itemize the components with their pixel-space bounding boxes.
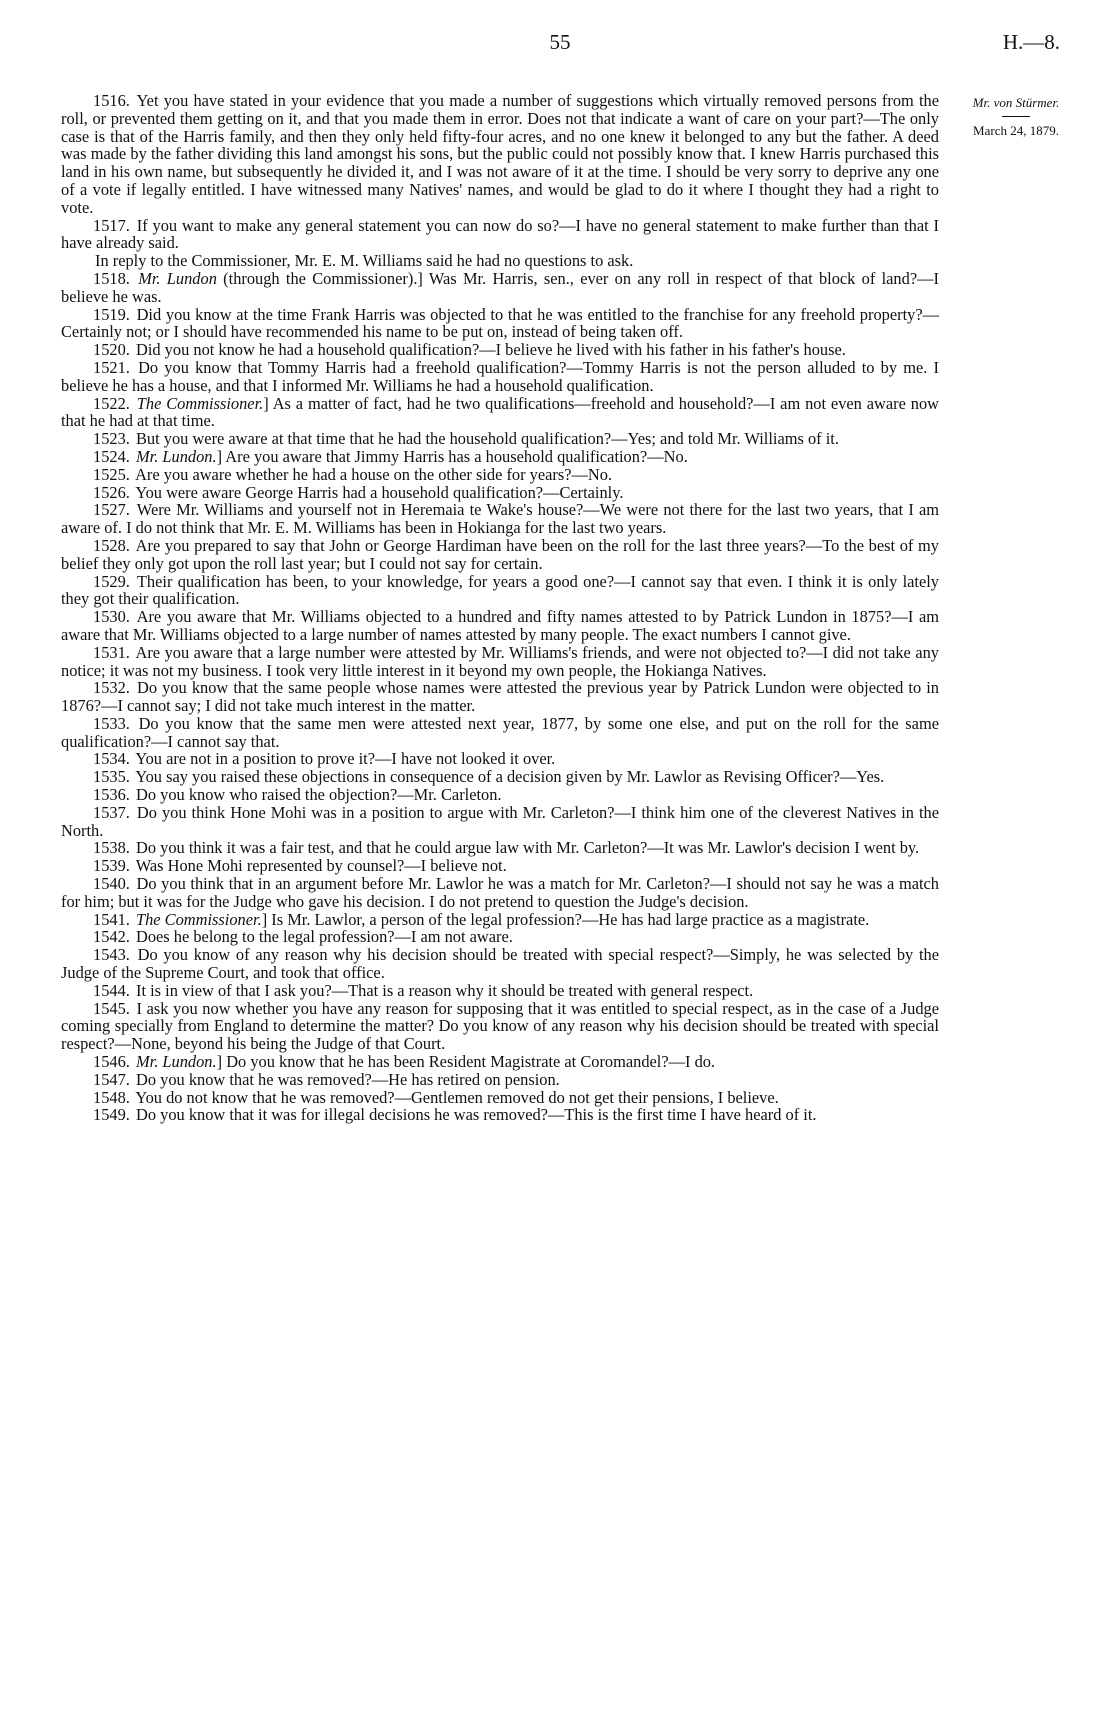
paragraph-text: Was Mr. Harris, sen., ever on any roll in respect of that block of land?—I believe he was. [61,268,939,306]
question-number: 1536. [93,785,130,805]
question-number: 1543. [93,945,130,965]
page-reference: H.—8. [1002,30,1060,54]
question-number: 1530. [93,607,130,627]
evidence-paragraph [61,715,939,751]
question-number: 1524. [93,446,130,466]
question-number: 1527. [93,500,130,520]
question-number: 1517. [93,215,130,235]
paragraph-text: Do you think that in an argument before Mr. Lawlor he was a match for Mr. Carleton?—I should not say he was a match for him; but it was for the Judge who gave his decision. I do not pretend to question the Judge's decision. [61,874,939,911]
paragraph-text: Do you think it was a fair test, and that he could argue law with Mr. Carleton?—It was Mr. Lawlor's decision I went by. [136,838,920,858]
paragraph-text: Do you know that it was for illegal decisions he was removed?—This is the first time I have heard of it. [136,1105,817,1125]
evidence-paragraph [61,1000,939,1053]
question-number: 1540. [93,874,130,894]
evidence-paragraph [61,270,939,306]
paragraph-text: As a matter of fact, had he two qualifications—freehold and household?—I am not even aware now that he had at that time. [61,393,939,431]
speaker-tail: ] [216,1052,223,1072]
question-number: 1547. [93,1069,130,1089]
evidence-paragraph [61,1071,939,1089]
evidence-paragraph [61,857,939,875]
evidence-paragraph [61,786,939,804]
evidence-paragraph [61,804,939,840]
paragraph-text: Do you know that he has been Resident Magistrate at Coromandel?—I do. [226,1052,716,1072]
question-number: 1537. [93,802,130,822]
evidence-paragraph [61,1089,939,1107]
question-number: 1516. [93,91,130,110]
paragraph-text: Did you not know he had a household qualification?—I believe he lived with his father in his father's house. [136,340,846,360]
speaker-name: The Commissioner. [136,909,262,929]
evidence-paragraph [61,537,939,573]
speaker-tail: ] [216,446,223,466]
paragraph-text: Are you aware whether he had a house on the other side for years?—No. [135,464,613,484]
paragraph-text: Do you know that the same people whose names were attested the previous year by Patrick Lundon were objected to in 1876?—I cannot say; I did not take much interest in the matter. [61,678,939,716]
question-number: 1521. [93,357,130,377]
question-number: 1542. [93,927,130,947]
paragraph-text: You were aware George Harris had a household qualification?—Certainly. [135,482,624,502]
paragraph-text: You do not know that he was removed?—Gentlemen removed do not get their pensions, I believe. [135,1087,779,1107]
question-number: 1535. [93,767,130,787]
margin-divider [1002,116,1030,117]
speaker-name: Mr. Lundon [138,268,217,288]
evidence-paragraph [61,644,939,680]
paragraph-text: Their qualification has been, to your knowledge, for years a good one?—I cannot say that even. I think it is only lately they got their qualification. [61,571,939,609]
paragraph-text: Were Mr. Williams and yourself not in Heremaia te Wake's house?—We were not there for the last two years, that I am aware of. I do not think that Mr. E. M. Williams has been in Hokianga for the last two years. [61,500,939,538]
question-number: 1520. [93,340,130,360]
paragraph-text: It is in view of that I ask you?—That is a reason why it should be treated with general respect. [136,980,754,1000]
evidence-paragraph [61,92,939,217]
question-number: 1528. [93,535,130,555]
paragraph-text: Do you know of any reason why his decision should be treated with special respect?—Simply, he was selected by the Judge of the Supreme Court, and took that office. [61,945,939,983]
evidence-paragraph [61,306,939,342]
margin-date: March 24, 1879. [973,123,1059,138]
question-number: 1548. [93,1087,130,1107]
question-number: 1525. [93,464,130,484]
paragraph-text: Are you aware that a large number were attested by Mr. Williams's friends, and were not objected to?—I did not take any notice; it was not my business. I took very little interest in it beyond my own people, the Hokianga Natives. [61,642,939,680]
paragraph-text: I ask you now whether you have any reason for supposing that it was entitled to special respect, as in the case of a Judge coming specially from England to determine the matter? Do you know of any reason why his decision should be treated with special respect?—None, beyond his being the Judge of that Court. [61,998,939,1054]
question-number: 1519. [93,304,130,324]
evidence-paragraph [61,928,939,946]
question-number: 1545. [93,998,130,1018]
paragraph-text: You say you raised these objections in consequence of a decision given by Mr. Lawlor as Revising Officer?—Yes. [135,767,885,787]
evidence-paragraph [61,768,939,786]
question-number: 1532. [93,678,130,698]
paragraph-text: Do you know who raised the objection?—Mr. Carleton. [136,785,502,805]
question-number: 1531. [93,642,130,662]
evidence-paragraph [61,466,939,484]
paragraph-text: Did you know at the time Frank Harris was objected to that he was entitled to the franchise for any freehold property?—Certainly not; or I should have recommended his name to be put on, instead of being taken off. [61,304,939,342]
evidence-paragraph [61,875,939,911]
evidence-paragraph [61,911,939,929]
evidence-body [61,92,939,1124]
evidence-paragraph [61,501,939,537]
paragraph-text: Do you know that the same men were attested next year, 1877, by some one else, and put on the roll for the same qualification?—I cannot say that. [61,713,939,751]
speaker-name: The Commissioner. [136,393,264,413]
evidence-paragraph [61,946,939,982]
question-number: 1523. [93,429,130,449]
speaker-tail: (through the Commissioner).] [216,268,423,288]
paragraph-text: Yet you have stated in your evidence that you made a number of suggestions which virtually removed persons from the roll, or prevented them getting on it, and that you made them in error. Does not that indicate a want of care on your part?—The only case is that of the Harris family, and then they only held fifty-four acres, and no one knew it belonged to any but the father. A deed was made by the father dividing this land amongst his sons, but the public could not possibly know that. I knew Harris purchased this land in his own name, but subsequently he divided it, and I was not aware of it at the time. I should be very sorry to deprive any one of a vote if legally entitled. I have witnessed many Natives' names, and would be glad to do it where I thought they had a right to vote. [61,91,939,217]
paragraph-text: Are you aware that Jimmy Harris has a household qualification?—No. [225,446,688,466]
paragraph-text: Are you aware that Mr. Williams objected to a hundred and fifty names attested to by Patrick Lundon in 1875?—I am aware that Mr. Williams objected to a large number of names attested by many people. The exact numbers I cannot give. [61,607,939,644]
paragraph-text: Are you prepared to say that John or George Hardiman have been on the roll for the last three years?—To the best of my belief they only got upon the roll last year; but I could not say for certain. [61,535,940,573]
evidence-paragraph [61,573,939,609]
evidence-paragraph [61,252,939,270]
paragraph-text: In reply to the Commissioner, Mr. E. M. Williams said he had no questions to ask. [95,251,634,271]
evidence-paragraph [61,341,939,359]
question-number: 1526. [93,482,130,502]
page-number: 55 [549,30,571,54]
evidence-paragraph [61,395,939,431]
speaker-name: Mr. Lundon. [136,446,217,466]
margin-note [946,94,1086,140]
paragraph-text: Do you know that Tommy Harris had a freehold qualification?—Tommy Harris is not the person alluded to by me. I believe he has a house, and that I informed Mr. Williams he had a household qualification. [61,357,939,395]
paragraph-text: Is Mr. Lawlor, a person of the legal profession?—He has had large practice as a magistrate. [271,909,870,929]
speaker-tail: ] [263,393,269,413]
paragraph-text: Do you think Hone Mohi was in a position to argue with Mr. Carleton?—I think him one of the cleverest Natives in the North. [61,802,939,840]
question-number: 1538. [93,838,130,858]
question-number: 1541. [93,909,130,929]
evidence-paragraph [61,217,939,253]
evidence-paragraph [61,839,939,857]
question-number: 1546. [93,1052,130,1072]
question-number: 1533. [93,713,130,733]
question-number: 1522. [93,393,130,413]
paragraph-text: Does he belong to the legal profession?—I am not aware. [136,927,513,947]
evidence-paragraph [61,430,939,448]
paragraph-text: But you were aware at that time that he had the household qualification?—Yes; and told Mr. Williams of it. [136,429,839,449]
question-number: 1518. [93,268,130,288]
evidence-paragraph [61,484,939,502]
paragraph-text: If you want to make any general statement you can now do so?—I have no general statement to make further than that I have already said. [61,215,939,253]
evidence-paragraph [61,679,939,715]
page-header [60,30,1060,66]
question-number: 1534. [93,749,130,769]
evidence-paragraph [61,608,939,644]
speaker-name: Mr. Lundon. [136,1052,217,1072]
question-number: 1544. [93,980,130,1000]
paragraph-text: Do you know that he was removed?—He has retired on pension. [136,1069,560,1089]
evidence-paragraph [61,982,939,1000]
paragraph-text: Was Hone Mohi represented by counsel?—I believe not. [135,856,507,876]
evidence-paragraph [61,1053,939,1071]
question-number: 1529. [93,571,130,591]
evidence-paragraph [61,750,939,768]
margin-witness-name: Mr. von Stürmer. [972,95,1060,110]
evidence-paragraph [61,359,939,395]
question-number: 1539. [93,856,130,876]
paragraph-text: You are not in a position to prove it?—I have not looked it over. [135,749,556,769]
question-number: 1549. [93,1105,130,1125]
evidence-paragraph [61,448,939,466]
evidence-paragraph [61,1106,939,1124]
speaker-tail: ] [261,909,268,929]
